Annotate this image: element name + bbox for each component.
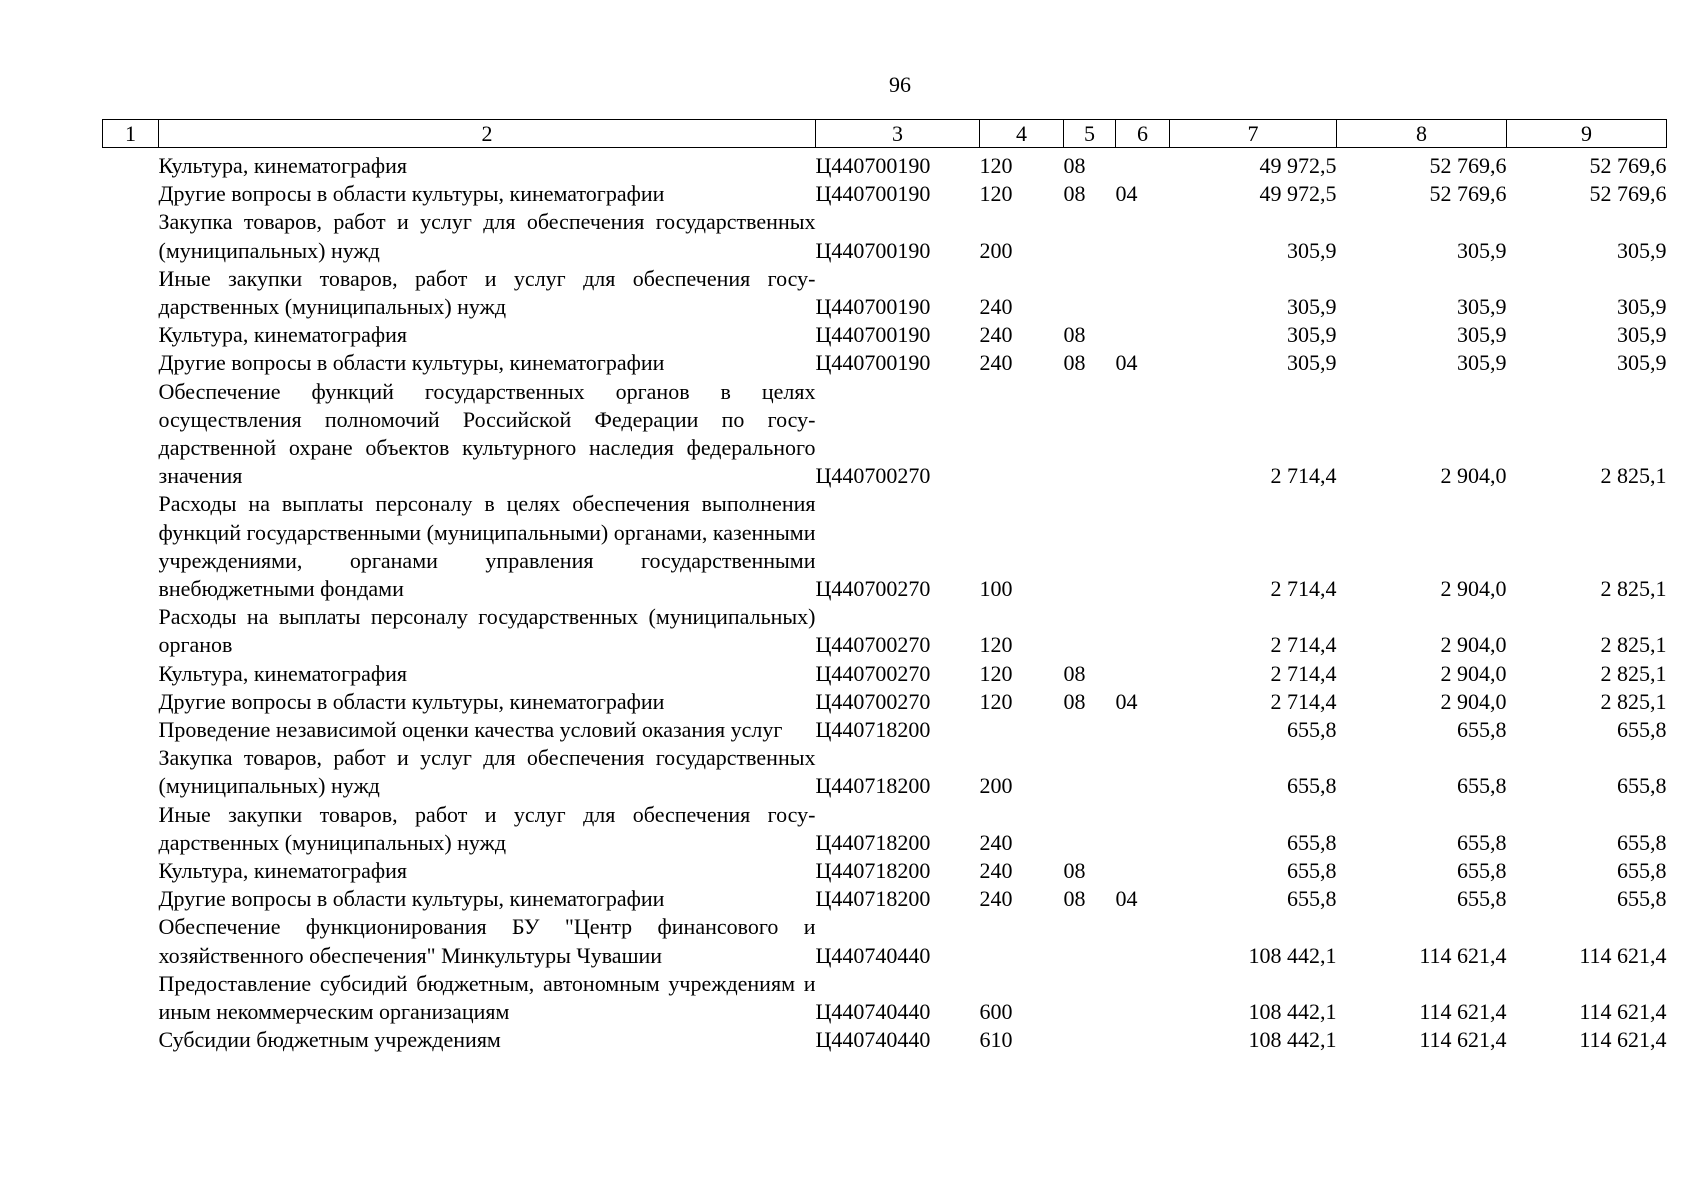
table-body (103, 148, 1667, 1055)
row-value-col9: 52 769,6 (1589, 181, 1667, 207)
row-name: Проведение независимой оценки качества условий оказания услуг (158, 717, 783, 743)
row-section: 08 (1063, 858, 1086, 884)
row-col1-empty (103, 265, 159, 321)
column-header-8: 8 (1337, 120, 1507, 148)
table-row (103, 180, 1667, 208)
row-target-code: Ц440718200 (815, 773, 931, 799)
row-target-code: Ц440700190 (815, 181, 931, 207)
table-row (103, 716, 1667, 744)
row-target-code: Ц440700190 (815, 237, 931, 263)
row-section: 08 (1063, 322, 1086, 348)
row-value-col7: 305,9 (1287, 294, 1337, 320)
row-target-code: Ц440700270 (815, 660, 931, 686)
row-expense-type (980, 716, 1064, 744)
row-col1-empty (103, 603, 159, 659)
row-value-col8: 114 621,4 (1419, 942, 1507, 968)
row-subsection (1116, 208, 1170, 264)
budget-table (102, 119, 1667, 1055)
row-subsection (1116, 970, 1170, 1026)
row-section (1064, 744, 1116, 800)
row-section: 08 (1063, 153, 1086, 178)
row-section: 08 (1063, 660, 1086, 686)
row-expense-type: 120 (979, 181, 1013, 207)
row-col1-empty (103, 490, 159, 603)
row-expense-type: 600 (979, 999, 1013, 1025)
row-col1-empty (103, 349, 159, 377)
row-col1-empty (103, 716, 159, 744)
row-name: Обеспечение функционирования БУ "Центр финансового и хозяйственного обеспечения" Минкультуры Чувашии (158, 914, 816, 968)
row-value-col7: 108 442,1 (1248, 942, 1337, 968)
row-value-col7: 655,8 (1287, 829, 1337, 855)
row-subsection (1116, 378, 1170, 491)
table-row (103, 913, 1667, 969)
row-section: 08 (1063, 181, 1086, 207)
row-name: Иные закупки товаров, работ и услуг для обеспечения государственных (муниципальных) нужд (158, 801, 816, 855)
row-section (1064, 970, 1116, 1026)
row-target-code: Ц440718200 (815, 717, 931, 743)
row-subsection (1116, 1026, 1170, 1054)
row-expense-type (980, 378, 1064, 491)
row-expense-type: 120 (979, 153, 1013, 178)
row-col1-empty (103, 688, 159, 716)
row-value-col7: 108 442,1 (1248, 1027, 1337, 1053)
row-target-code: Ц440718200 (815, 886, 931, 912)
row-target-code: Ц440740440 (815, 1027, 931, 1053)
row-col1-empty (103, 970, 159, 1026)
row-target-code: Ц440700190 (815, 350, 931, 376)
row-name: Другие вопросы в области культуры, кинематографии (158, 886, 665, 912)
row-subsection (1116, 148, 1170, 181)
row-value-col7: 655,8 (1287, 886, 1337, 912)
row-expense-type: 200 (979, 773, 1013, 799)
row-value-col8: 52 769,6 (1429, 153, 1507, 178)
row-name: Другие вопросы в области культуры, кинематографии (158, 350, 665, 376)
row-subsection (1116, 857, 1170, 885)
table-row (103, 603, 1667, 659)
row-value-col7: 655,8 (1287, 858, 1337, 884)
row-value-col9: 114 621,4 (1579, 999, 1667, 1025)
row-value-col7: 49 972,5 (1259, 181, 1337, 207)
row-expense-type: 200 (979, 237, 1013, 263)
row-value-col7: 655,8 (1287, 717, 1337, 743)
row-value-col7: 2 714,4 (1270, 660, 1337, 686)
row-value-col8: 305,9 (1457, 294, 1507, 320)
row-col1-empty (103, 208, 159, 264)
row-col1-empty (103, 801, 159, 857)
row-value-col7: 305,9 (1287, 350, 1337, 376)
table-row (103, 857, 1667, 885)
row-subsection (1116, 801, 1170, 857)
row-value-col8: 305,9 (1457, 350, 1507, 376)
column-header-4: 4 (980, 120, 1064, 148)
row-expense-type: 240 (979, 350, 1013, 376)
row-col1-empty (103, 321, 159, 349)
row-value-col8: 305,9 (1457, 322, 1507, 348)
row-name: Культура, кинематография (158, 660, 408, 686)
column-header-5: 5 (1064, 120, 1116, 148)
row-value-col7: 305,9 (1287, 322, 1337, 348)
row-name: Культура, кинематография (158, 322, 408, 348)
row-section: 08 (1063, 886, 1086, 912)
row-expense-type: 240 (979, 322, 1013, 348)
row-value-col7: 49 972,5 (1259, 153, 1337, 178)
row-section (1064, 1026, 1116, 1054)
table-row (103, 970, 1667, 1026)
row-target-code: Ц440700190 (815, 153, 931, 178)
row-name: Другие вопросы в области культуры, кинематографии (158, 688, 665, 714)
row-col1-empty (103, 660, 159, 688)
row-value-col7: 108 442,1 (1248, 999, 1337, 1025)
row-value-col9: 305,9 (1617, 237, 1667, 263)
row-value-col9: 305,9 (1617, 294, 1667, 320)
row-value-col7: 655,8 (1287, 773, 1337, 799)
row-subsection: 04 (1115, 181, 1138, 207)
row-section (1064, 208, 1116, 264)
row-target-code: Ц440718200 (815, 829, 931, 855)
row-expense-type: 240 (979, 858, 1013, 884)
row-expense-type: 240 (979, 829, 1013, 855)
row-section (1064, 603, 1116, 659)
row-name: Закупка товаров, работ и услуг для обеспечения государственных (муниципальных) нужд (158, 209, 816, 263)
row-target-code: Ц440700270 (815, 688, 931, 714)
row-value-col8: 655,8 (1457, 717, 1507, 743)
row-value-col9: 52 769,6 (1589, 153, 1667, 178)
row-name: Расходы на выплаты персоналу в целях обеспечения выполнения функций государственными (муниципальными) органами, казенными учреждениями, органами управления государственными внебюджетными фондами (158, 491, 816, 602)
row-value-col9: 655,8 (1617, 886, 1667, 912)
row-col1-empty (103, 913, 159, 969)
row-subsection: 04 (1115, 350, 1138, 376)
column-header-7: 7 (1170, 120, 1337, 148)
row-subsection (1116, 744, 1170, 800)
row-value-col9: 2 825,1 (1600, 688, 1667, 714)
column-header-2: 2 (159, 120, 816, 148)
row-name: Предоставление субсидий бюджетным, автономным учреждениям и иным некоммерческим организациям (158, 970, 816, 1025)
table-row (103, 885, 1667, 913)
column-header-9: 9 (1507, 120, 1667, 148)
row-value-col9: 2 825,1 (1600, 660, 1667, 686)
row-target-code: Ц440740440 (815, 999, 931, 1025)
row-name: Обеспечение функций государственных органов в целях осуществления полномочий Российской Федерации по государственной охране объектов культурного наследия федерального значения (158, 378, 816, 489)
row-subsection (1116, 913, 1170, 969)
row-subsection (1116, 265, 1170, 321)
row-target-code: Ц440700270 (815, 576, 931, 602)
table-row (103, 688, 1667, 716)
row-name: Иные закупки товаров, работ и услуг для обеспечения государственных (муниципальных) нужд (158, 265, 816, 320)
row-name: Культура, кинематография (158, 858, 408, 884)
row-value-col8: 114 621,4 (1419, 999, 1507, 1025)
row-value-col7: 2 714,4 (1270, 463, 1337, 489)
row-value-col8: 2 904,0 (1440, 632, 1507, 658)
table-row (103, 208, 1667, 264)
row-expense-type: 100 (979, 576, 1013, 602)
row-value-col8: 2 904,0 (1440, 660, 1507, 686)
row-value-col8: 2 904,0 (1440, 688, 1507, 714)
table-row (103, 378, 1667, 491)
row-value-col9: 114 621,4 (1579, 942, 1667, 968)
row-col1-empty (103, 1026, 159, 1054)
table-row (103, 801, 1667, 857)
row-target-code: Ц440740440 (815, 942, 931, 968)
row-section (1064, 265, 1116, 321)
row-value-col9: 655,8 (1617, 773, 1667, 799)
row-value-col7: 2 714,4 (1270, 576, 1337, 602)
row-col1-empty (103, 744, 159, 800)
row-target-code: Ц440718200 (815, 858, 931, 884)
row-value-col8: 2 904,0 (1440, 576, 1507, 602)
row-value-col9: 305,9 (1617, 322, 1667, 348)
row-section: 08 (1063, 350, 1086, 376)
row-target-code: Ц440700190 (815, 322, 931, 348)
row-value-col9: 305,9 (1617, 350, 1667, 376)
row-name: Расходы на выплаты персоналу государственных (муниципальных) органов (158, 604, 816, 658)
column-number-header-row (103, 120, 1667, 148)
row-section (1064, 378, 1116, 491)
column-header-1: 1 (103, 120, 159, 148)
row-expense-type: 120 (979, 660, 1013, 686)
table-row (103, 321, 1667, 349)
row-value-col8: 52 769,6 (1429, 181, 1507, 207)
row-subsection (1116, 603, 1170, 659)
row-section (1064, 490, 1116, 603)
page-number: 96 (889, 72, 911, 97)
row-section (1064, 801, 1116, 857)
row-expense-type: 120 (979, 688, 1013, 714)
row-value-col9: 114 621,4 (1579, 1027, 1667, 1053)
row-name: Другие вопросы в области культуры, кинематографии (158, 181, 665, 207)
row-name: Культура, кинематография (158, 153, 408, 178)
row-name: Закупка товаров, работ и услуг для обеспечения государственных (муниципальных) нужд (158, 745, 816, 799)
row-value-col8: 2 904,0 (1440, 463, 1507, 489)
row-expense-type: 240 (979, 886, 1013, 912)
row-value-col9: 2 825,1 (1600, 632, 1667, 658)
row-col1-empty (103, 378, 159, 491)
row-subsection: 04 (1115, 886, 1138, 912)
row-subsection (1116, 716, 1170, 744)
row-target-code: Ц440700270 (815, 632, 931, 658)
row-target-code: Ц440700270 (815, 463, 931, 489)
row-col1-empty (103, 180, 159, 208)
row-value-col9: 655,8 (1617, 829, 1667, 855)
row-value-col8: 655,8 (1457, 829, 1507, 855)
row-expense-type (980, 913, 1064, 969)
row-value-col8: 305,9 (1457, 237, 1507, 263)
row-subsection (1116, 490, 1170, 603)
row-value-col8: 655,8 (1457, 773, 1507, 799)
row-col1-empty (103, 885, 159, 913)
row-section (1064, 716, 1116, 744)
table-row (103, 744, 1667, 800)
row-value-col9: 655,8 (1617, 717, 1667, 743)
row-value-col7: 2 714,4 (1270, 632, 1337, 658)
table-row (103, 490, 1667, 603)
row-expense-type: 240 (979, 294, 1013, 320)
row-expense-type: 610 (979, 1027, 1013, 1053)
row-name: Субсидии бюджетным учреждениям (158, 1027, 501, 1053)
row-subsection: 04 (1115, 688, 1138, 714)
table-row (103, 660, 1667, 688)
row-value-col9: 2 825,1 (1600, 576, 1667, 602)
row-value-col8: 114 621,4 (1419, 1027, 1507, 1053)
row-col1-empty (103, 148, 159, 181)
row-value-col8: 655,8 (1457, 858, 1507, 884)
row-value-col7: 2 714,4 (1270, 688, 1337, 714)
table-row (103, 265, 1667, 321)
row-value-col9: 2 825,1 (1600, 463, 1667, 489)
table-row (103, 148, 1667, 181)
row-value-col8: 655,8 (1457, 886, 1507, 912)
row-value-col9: 655,8 (1617, 858, 1667, 884)
row-subsection (1116, 321, 1170, 349)
row-value-col7: 305,9 (1287, 237, 1337, 263)
column-header-6: 6 (1116, 120, 1170, 148)
row-expense-type: 120 (979, 632, 1013, 658)
column-header-3: 3 (816, 120, 980, 148)
table-row (103, 1026, 1667, 1054)
row-section (1064, 913, 1116, 969)
table-row (103, 349, 1667, 377)
row-section: 08 (1063, 688, 1086, 714)
row-target-code: Ц440700190 (815, 294, 931, 320)
row-subsection (1116, 660, 1170, 688)
row-col1-empty (103, 857, 159, 885)
